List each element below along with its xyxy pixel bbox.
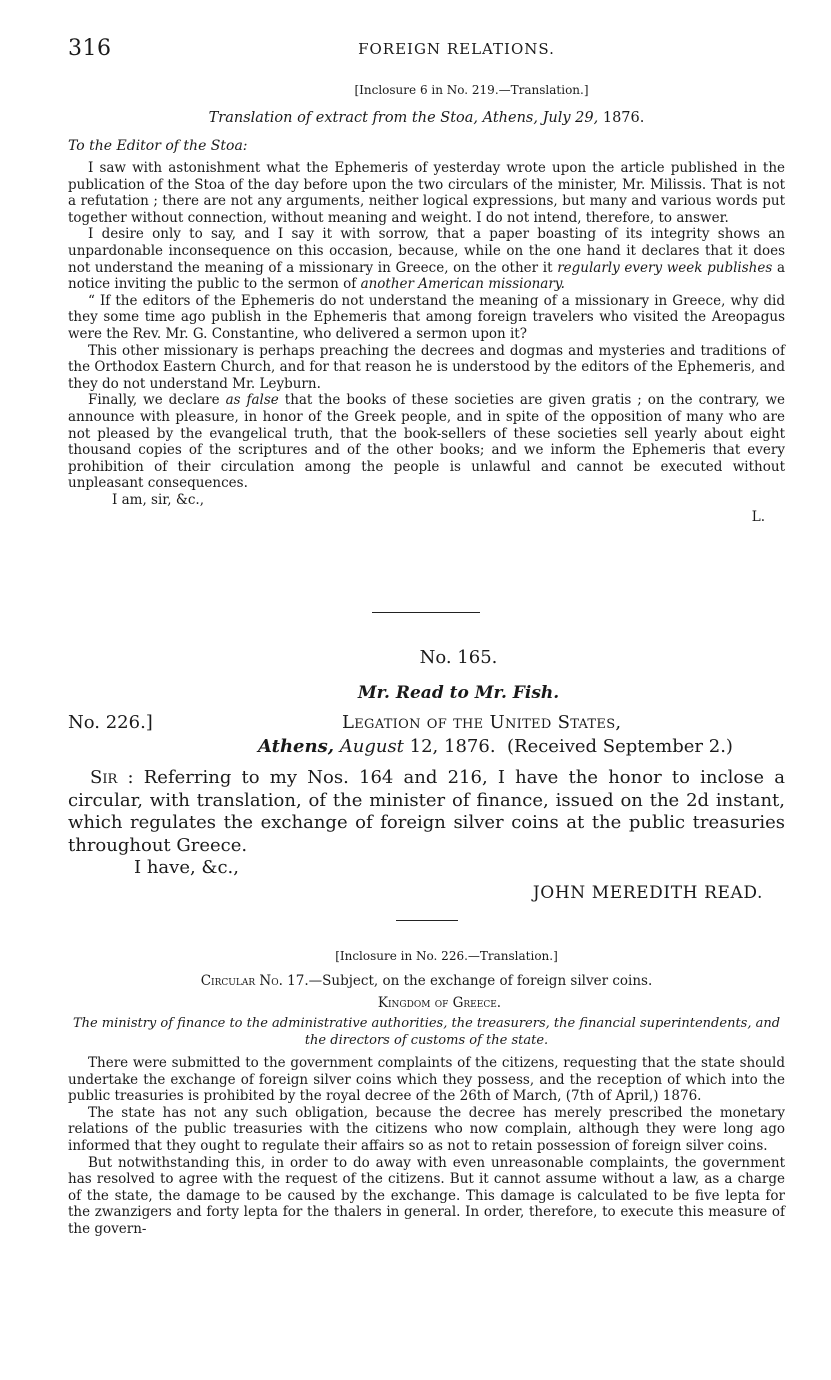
paragraph (68, 226, 785, 292)
paragraph-text: Finally, we declare (88, 392, 220, 409)
letter-closing: I have, &c., (134, 857, 239, 878)
letter-heading (68, 711, 785, 763)
circular-body (68, 1055, 785, 1238)
section-divider (396, 920, 458, 921)
letter-body (68, 767, 785, 857)
signature: L. (751, 509, 765, 526)
salutation: To the Editor of the Stoa: (68, 138, 248, 154)
inclosure-6-section (68, 82, 785, 526)
inclosure-title-year: 1876. (602, 110, 645, 126)
letter-dateline (258, 735, 733, 759)
paragraph: The state has not any such obligation, because the decree has merely prescribed the monetary relations of the public treasuries with the citizens who now complain, although they were long ago informed that they ought to regulate their affairs so as not to retain possession of foreign silver coins. (68, 1104, 785, 1154)
legation: Legation of the United States, (342, 712, 622, 733)
section-divider (372, 612, 480, 613)
circular-heading (68, 972, 785, 990)
paragraph-text: that the books of these societies are given gratis ; on the contrary, we announce with pleasure, in honor of the Greek people, and in spite of the opposition of many who are not pleased by the evangelical truth, that the book-sellers of these societies sell yearly about eight thousand copies of the scriptures and of the other books; and we inform the Ephemeris that every prohibition of their circulation among the people is unlawful and cannot be executed without unpleasant consequences. (68, 392, 786, 492)
paragraph (68, 392, 785, 492)
letter-title: Mr. Read to Mr. Fish. (357, 683, 560, 703)
paragraph-text: a notice inviting the public to the sermon of (68, 259, 785, 293)
inclosure-label: [Inclosure 6 in No. 219.—Translation.] (354, 83, 589, 97)
inclosure-label: [Inclosure in No. 226.—Translation.] (335, 949, 558, 963)
page-number: 316 (68, 36, 112, 61)
page-header (68, 36, 785, 62)
letter-body-text: Referring to my Nos. 164 and 216, I have the honor to inclose a circular, with translation, of the minister of finance, issued on the 2d instant, which regulates the exchange of foreign silver coins at the public treasuries throughout Greece. (68, 767, 785, 856)
dateline-place: Athens, (258, 736, 334, 757)
paragraph-italic: regularly every week publishes (557, 259, 773, 276)
running-head: FOREIGN RELATIONS. (358, 40, 555, 58)
paragraph: I saw with astonishment what the Ephemeris of yesterday wrote upon the article published in the publication of the Stoa of the day before upon the two circulars of the minister, Mr. Milissis. That is not a refutation ; there are not any arguments, neither logical expressions, but many and various words put together without connection, without meaning and weight. I do not intend, therefore, to answer. (68, 160, 785, 226)
inclosure-title-italic: Translation of extract from the Stoa, Athens, July 29, (208, 110, 599, 126)
kingdom-heading: Kingdom of Greece. (377, 995, 502, 1011)
letter-number: No. 165. (419, 647, 498, 668)
dateline-month: August (339, 736, 404, 757)
letter-signature: JOHN MEREDITH READ. (532, 883, 763, 903)
closing: I am, sir, &c., (112, 491, 205, 508)
circular-subject: —Subject, on the exchange of foreign silver coins. (308, 973, 653, 989)
inclosure-226-section (68, 948, 785, 1238)
paragraph: This other missionary is perhaps preaching the decrees and dogmas and mysteries and traditions of the Orthodox Eastern Church, and for that reason he is understood by the editors of the Ephemeris, and they do not understand Mr. Leyburn. (68, 342, 785, 392)
paragraph: There were submitted to the government complaints of the citizens, requesting that the state should undertake the exchange of foreign silver coins which they possess, and the reception of which into the public treasuries is prohibited by the royal decree of the 26th of March, (7th of April,) 1876. (68, 1055, 785, 1105)
circular-address: The ministry of finance to the administrative authorities, the treasurers, the financial superintendents, and the directors of customs of the state. (72, 1016, 781, 1048)
paragraph-italic: another American missionary. (360, 276, 565, 293)
circular-label: Circular No. 17. (200, 973, 309, 989)
inclosure-title (68, 108, 785, 128)
salutation: Sir : (90, 767, 134, 788)
inclosure-6-body (68, 160, 785, 526)
paragraph-italic: as false (225, 392, 279, 409)
dateline-received: (Received September 2.) (507, 736, 733, 757)
dispatch-number: No. 226.] (68, 712, 153, 733)
letter-section (68, 646, 785, 905)
paragraph-text: I desire only to say, and I say it with sorrow, that a paper boasting of its integrity shows an unpardonable inconsequence on this occasion, because, while on the one hand it declares that it does not understand the meaning of a missionary in Greece, on the other it (68, 226, 785, 276)
dateline-date: 12, 1876. (409, 736, 496, 757)
paragraph: “ If the editors of the Ephemeris do not understand the meaning of a missionary in Greece, why did they some time ago publish in the Ephemeris that among foreign travelers who visited the Areopagus were the Rev. Mr. G. Constantine, who delivered a sermon upon it? (68, 292, 785, 342)
paragraph: But notwithstanding this, in order to do away with even unreasonable complaints, the government has resolved to agree with the request of the citizens. But it cannot assume without a law, as a charge of the state, the damage to be caused by the exchange. This damage is calculated to be five lepta for the zwanzigers and forty lepta for the thalers in general. In order, therefore, to execute this measure of the govern- (68, 1154, 785, 1237)
